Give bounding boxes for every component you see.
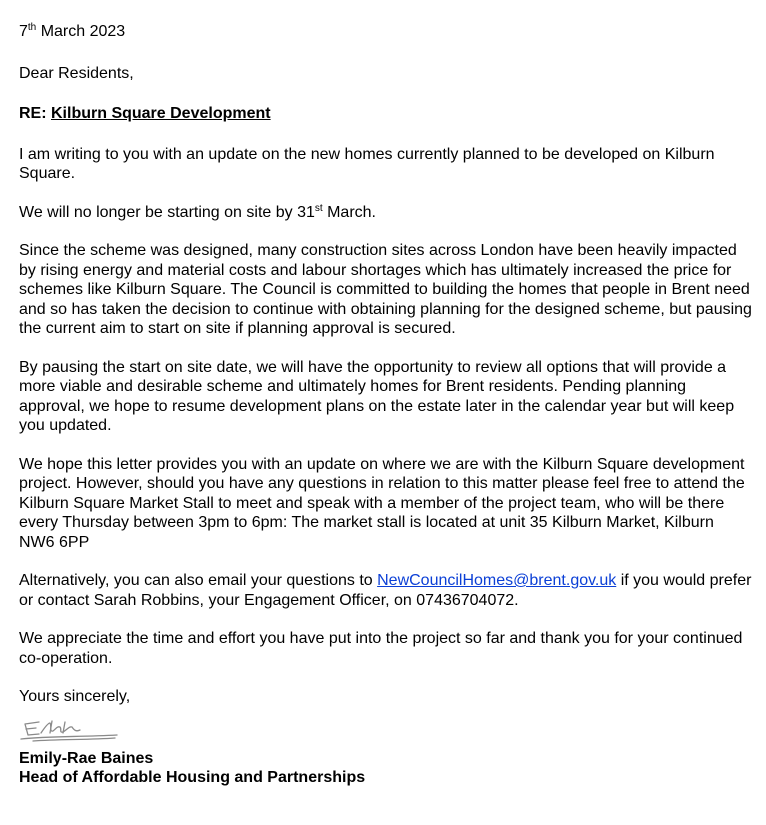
subject-line bbox=[19, 104, 752, 124]
contact-text: Alternatively, you can also email your questions to bbox=[19, 572, 378, 589]
paragraph-pausing: By pausing the start on site date, we will have the opportunity to review all options that will provide a more viable and desirable scheme and ultimately homes for Brent residents. Pending planning approval, we hope to resume development plans on the estate later in the calendar year but will keep you updated. bbox=[19, 358, 735, 434]
signatory-title: Head of Affordable Housing and Partnerships bbox=[19, 769, 366, 786]
date-rest: March 2023 bbox=[36, 23, 126, 40]
date-suffix: th bbox=[27, 22, 37, 33]
signatory-name: Emily-Rae Baines bbox=[19, 749, 154, 767]
subject-prefix: RE: bbox=[19, 105, 51, 122]
closing: Yours sincerely, bbox=[19, 688, 131, 705]
letter-date bbox=[19, 22, 752, 42]
paragraph-update: I am writing to you with an update on the new homes currently planned to be developed on Kilburn Square. bbox=[19, 145, 715, 182]
start-date-text: We will no longer be starting on site by 31 bbox=[19, 203, 315, 221]
contact-text-end: if you would prefer or contact Sarah Robbins, your Engagement Officer, on 07436704072. bbox=[19, 572, 752, 609]
subject-title: Kilburn Square Development bbox=[51, 105, 271, 122]
signature-image bbox=[19, 717, 119, 743]
paragraph-costs: Since the scheme was designed, many construction sites across London have been heavily impacted by rising energy and material costs and labour shortages which has ultimately increased the price for schemes like Kilburn Square. The Council is committed to building the homes that people in Brent need and so has taken the decision to continue with obtaining planning for the designed scheme, but pausing the current aim to start on site if planning approval is secured. bbox=[19, 242, 752, 337]
date-day: 7 bbox=[19, 23, 28, 40]
paragraph-market-stall: We hope this letter provides you with an update on where we are with the Kilburn Square development project. However, should you have any questions in relation to this matter please feel free to attend the Kilburn Square Market Stall to meet and speak with a member of the project team, who will be there every Thursday between 3pm to 6pm: The market stall is located at unit 35 Kilburn Market, Kilburn NW6 6PP bbox=[19, 455, 745, 551]
paragraph-contact bbox=[19, 571, 752, 610]
start-date-suffix: st bbox=[314, 202, 323, 214]
paragraph-start-date bbox=[19, 203, 752, 223]
paragraph-thanks: We appreciate the time and effort you have put into the project so far and thank you for your continued co-operation. bbox=[19, 630, 743, 667]
start-date-text-end: March. bbox=[322, 203, 376, 221]
salutation: Dear Residents, bbox=[19, 64, 134, 82]
email-link[interactable]: NewCouncilHomes@brent.gov.uk bbox=[377, 572, 617, 589]
